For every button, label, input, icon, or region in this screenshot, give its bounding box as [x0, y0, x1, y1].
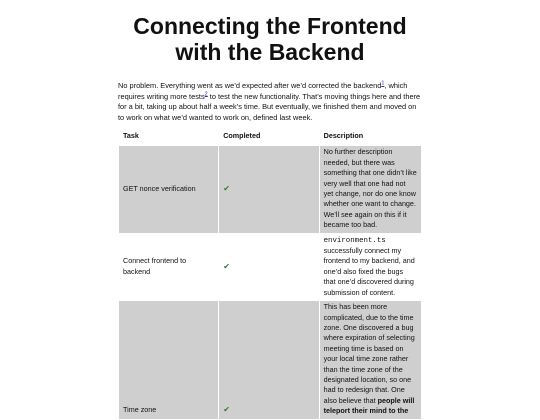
- description-text: This has been more complicated, due to the time zone. One discovered a bug where expiration of selecting meeting time is based on your local time zone rather than the time zone of the designated location, so one had to redesign that. One also believe that: [323, 302, 415, 405]
- description-cell: [320, 234, 421, 300]
- task-cell: Connect frontend to backend: [119, 234, 218, 300]
- description-cell: No further description needed, but there was something that one didn’t like very well that one had not yet change, nor do one know whether one want to change. We’ll see again on this if it became too bad.: [320, 146, 421, 232]
- footnote-link-1[interactable]: 1: [381, 80, 385, 87]
- completed-cell: [219, 146, 318, 232]
- description-cell: [320, 301, 421, 418]
- intro-text-2: , which requires writing more tests: [118, 81, 408, 101]
- header-description: Description: [320, 129, 421, 145]
- page-title: [0, 13, 540, 65]
- page-title-line1: Connecting the Frontend: [133, 13, 407, 39]
- page-title-line2: with the Backend: [175, 39, 365, 65]
- table-row: [119, 301, 421, 418]
- header-completed: Completed: [219, 129, 318, 145]
- task-cell: GET nonce verification: [119, 146, 218, 232]
- task-cell: Time zone: [119, 301, 218, 418]
- checkmark-icon: ✔: [223, 261, 230, 271]
- intro-text-1: No problem. Everything went as we’d expected after we’d corrected the backend: [118, 81, 382, 90]
- checkmark-icon: ✔: [223, 405, 230, 415]
- checkmark-icon: ✔: [223, 184, 230, 194]
- code-filename: environment.ts: [323, 236, 386, 245]
- table-header-row: [119, 129, 421, 145]
- table-row: [119, 146, 421, 232]
- intro-text-3: to test the new functionality. That’s moving things here and there for a bit, taking up about half a week’s time. But eventually, we finished them and moved on to work on what we’d wanted to work on, defined last week.: [118, 91, 421, 122]
- table-row: [119, 234, 421, 300]
- footnote-link-2[interactable]: 2: [204, 91, 208, 98]
- task-table: [118, 128, 422, 420]
- completed-cell: [219, 234, 318, 300]
- description-text: successfully connect my frontend to my backend, and one’d also fixed the bugs that one’d discovered during submission of content.: [323, 246, 415, 297]
- intro-paragraph: [118, 81, 422, 123]
- completed-cell: [219, 301, 318, 418]
- description-bold-text: people will teleport their mind to the: [323, 395, 415, 416]
- header-task: Task: [119, 129, 218, 145]
